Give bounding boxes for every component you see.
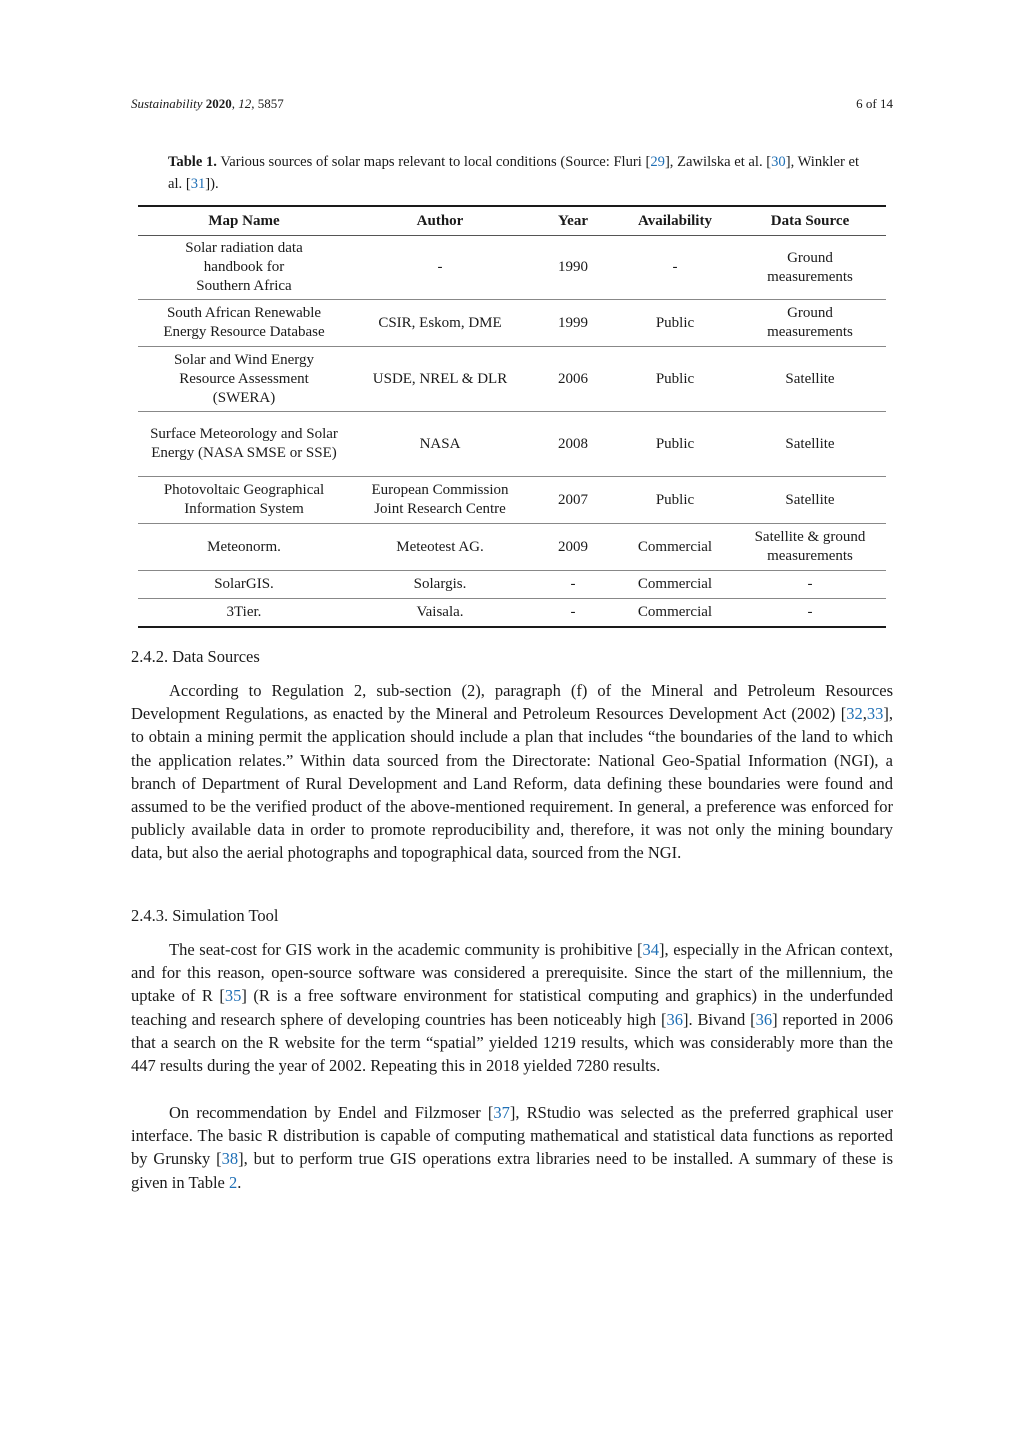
table-row <box>138 347 886 412</box>
table-cell: - <box>437 259 443 275</box>
table-cell: Meteotest AG. <box>396 538 484 555</box>
table-cell: Public <box>655 314 695 331</box>
table-cell: NASA <box>419 435 461 452</box>
table-cell: USDE, NREL & DLR <box>372 370 508 387</box>
column-header-author: Author <box>416 212 464 229</box>
citation-link[interactable]: 35 <box>224 986 242 1006</box>
citation-link[interactable]: 30 <box>771 154 786 170</box>
caption-text: ], Zawilska et al. [ <box>664 154 772 170</box>
table-cell: Solar radiation data handbook for Southern Africa <box>185 240 303 294</box>
citation-link[interactable]: 29 <box>650 154 665 170</box>
table-cell: Satellite <box>785 435 835 452</box>
journal-name: Sustainability <box>131 96 203 111</box>
column-header-year: Year <box>558 212 588 229</box>
journal-volume: 12 <box>238 96 252 111</box>
paragraph-data-sources <box>131 679 893 865</box>
table-cell: Ground measurements <box>767 305 853 340</box>
table-cell: European Commission Joint Research Centre <box>371 482 509 517</box>
table-row <box>138 477 886 524</box>
paragraph-text: ], RStudio was selected as the preferred graphical user interface. The basic R distribution is capable of computing mathematical and statistical data functions as reported by Grunsky [ <box>131 1103 893 1169</box>
section-heading-data-sources: 2.4.2. Data Sources <box>131 647 260 666</box>
table-cell: Commercial <box>637 576 713 592</box>
citation-link[interactable]: 36 <box>666 1009 684 1029</box>
table-cell: 1999 <box>558 314 588 331</box>
paragraph-text: ], especially in the African context, and for this reason, open-source software was considered a prerequisite. Since the start of the millennium, the uptake of R [ <box>131 940 893 1006</box>
paragraph-text: ] reported in 2006 that a search on the R website for the term “spatial” yielded 1219 results, which was considerably more than the 447 results during the year of 2002. Repeating this in 2018 yielded 7280 results. <box>131 1009 893 1076</box>
table-cell: CSIR, Eskom, DME <box>378 314 502 331</box>
table-row <box>138 524 886 571</box>
citation-link[interactable]: 33 <box>866 704 884 724</box>
paragraph-text: According to Regulation 2, sub-section (2), paragraph (f) of the Mineral and Petroleum Resources Development Regulations, as enacted by the Mineral and Petroleum Resources Development Act (2002) [ <box>131 681 893 724</box>
table-cell: 2009 <box>558 538 588 555</box>
table-cell: Photovoltaic Geographical Information System <box>163 482 325 517</box>
citation-link[interactable]: 38 <box>221 1149 239 1169</box>
caption-text: ]). <box>205 176 219 192</box>
citation-link[interactable]: 31 <box>190 176 206 192</box>
table-cell: Solargis. <box>413 576 467 592</box>
paragraph-text: ]. Bivand [ <box>683 1009 756 1029</box>
article-number: 5857 <box>257 96 284 111</box>
caption-text: Various sources of solar maps relevant to local conditions (Source: Fluri [ <box>216 154 651 170</box>
caption-text: ], Winkler et al. [ <box>168 154 860 192</box>
solar-maps-table <box>138 205 886 628</box>
table-row <box>138 571 886 599</box>
running-header <box>131 96 893 112</box>
table-caption <box>168 151 868 195</box>
table-cell: - <box>672 259 678 275</box>
paragraph-text: On recommendation by Endel and Filzmoser [ <box>169 1103 494 1122</box>
table-cell: - <box>570 576 576 592</box>
table-cell: SolarGIS. <box>214 576 274 592</box>
paragraph-text: ], to obtain a mining permit the application should include a plan that includes “the boundaries of the land to which the application relates.” Within data sourced from the Directorate: National Geo-Spatial Information (NGI), a branch of Department of Rural Development and Land Reform, data defining these boundaries were found and assumed to be the verified product of the above-mentioned requirement. In general, a preference was enforced for publicly available data in order to promote reproducibility and, therefore, it was not only the mining boundary data, but also the aerial photographs and topographical data, sourced from the NGI. <box>131 704 893 863</box>
table-cell: Commercial <box>637 604 713 620</box>
paragraph-text: ] (R is a free software environment for statistical computing and graphics) in the underfunded teaching and research sphere of developing countries has been noticeably high [ <box>131 986 893 1029</box>
table-cell: Satellite <box>785 491 835 508</box>
table-cell: 2008 <box>558 435 588 452</box>
citation-link[interactable]: 32 <box>846 704 863 724</box>
citation-line: Sustainability 2020, 12, 5857 <box>131 96 284 111</box>
table-header-row <box>138 206 886 236</box>
table-cell: Surface Meteorology and Solar Energy (NASA SMSE or SSE) <box>150 426 338 461</box>
paragraph-text: The seat-cost for GIS work in the academic community is prohibitive [ <box>169 940 643 959</box>
paragraph-text: , <box>862 704 867 724</box>
table-cell: Meteonorm. <box>207 538 281 555</box>
table-cell: Satellite <box>785 370 835 387</box>
table-label: Table 1. <box>168 154 217 170</box>
table-cell: - <box>570 604 576 620</box>
column-header-availability: Availability <box>638 212 712 229</box>
section-heading-simulation-tool: 2.4.3. Simulation Tool <box>131 906 279 925</box>
table-cell: 1990 <box>558 259 588 275</box>
table-cell: South African Renewable Energy Resource Database <box>163 305 325 340</box>
table-cell: Public <box>655 370 695 387</box>
table-row <box>138 599 886 628</box>
column-header-data-source: Data Source <box>770 212 850 229</box>
table-row <box>138 412 886 477</box>
paragraph-text: ], but to perform true GIS operations extra libraries need to be installed. A summary of these is given in Table <box>131 1149 893 1192</box>
paragraph-text: . <box>237 1172 242 1192</box>
table-link[interactable]: 2 <box>228 1172 238 1192</box>
paragraph-simulation-tool-1 <box>131 938 893 1077</box>
table-cell: Ground measurements <box>767 249 853 285</box>
table-cell: 2007 <box>558 491 588 508</box>
table-row <box>138 300 886 347</box>
citation-link[interactable]: 37 <box>493 1103 510 1122</box>
paragraph-simulation-tool-2 <box>131 1101 893 1194</box>
citation-link[interactable]: 36 <box>755 1009 773 1029</box>
table-cell: Solar and Wind Energy Resource Assessment (SWERA) <box>173 351 315 406</box>
table-cell: 3Tier. <box>226 604 262 620</box>
table-cell: - <box>807 604 813 620</box>
table-cell: Public <box>655 491 695 508</box>
journal-year: 2020 <box>205 96 232 111</box>
page-number: 6 of 14 <box>856 96 893 111</box>
citation-link[interactable]: 34 <box>642 940 660 959</box>
table-cell: Vaisala. <box>416 604 464 620</box>
table-row <box>138 236 886 300</box>
table-cell: 2006 <box>558 370 588 387</box>
column-header-map-name: Map Name <box>208 212 280 229</box>
table-cell: - <box>807 576 813 592</box>
table-cell: Commercial <box>637 538 713 555</box>
table-cell: Public <box>655 435 695 452</box>
table-cell: Satellite & ground measurements <box>754 529 866 564</box>
